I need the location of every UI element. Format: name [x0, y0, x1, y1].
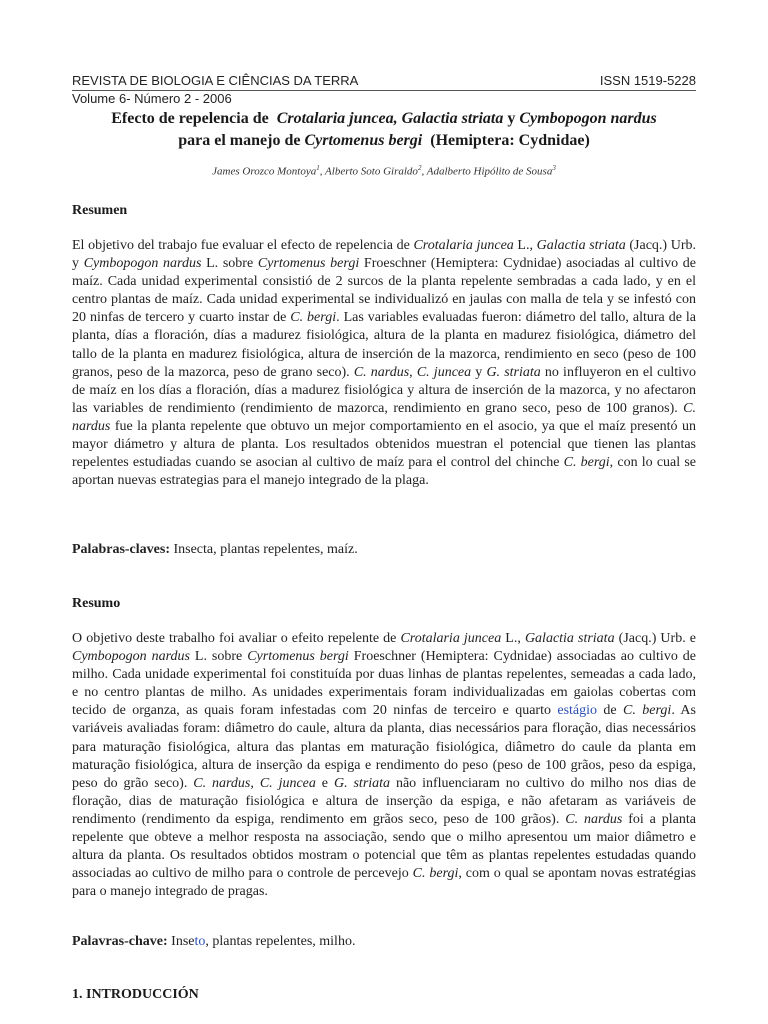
title-species: Cymbopogon nardus	[519, 110, 657, 127]
author-separator: ,	[319, 165, 326, 178]
keywords-label: Palavras-chave:	[72, 934, 168, 949]
journal-name: REVISTA DE BIOLOGIA E CIÊNCIAS DA TERRA	[72, 73, 359, 88]
species-name: C. juncea	[416, 364, 472, 380]
text-run: , com o qual se apontam novas estratégias para o manejo integrado de pragas.	[72, 866, 697, 900]
title-species: Crotalaria juncea, Galactia striata	[276, 110, 504, 127]
text-run: e	[315, 775, 334, 791]
text-run: . As variáveis avaliadas foram: diâmetro do caule, altura da planta, dias necessários para floração, dias necessários para maturação fisiológica, altura das plantas em maturação fisiológica, diâmetro do caule da planta em maturação fisiológica, altura de inserção da espiga e rendimento do peso (peso de 100 grãos, peso da espiga, peso do grão seco).	[72, 703, 696, 791]
keywords-label: Palabras-claves:	[72, 542, 170, 557]
article-title	[72, 108, 696, 152]
text-run: de	[597, 703, 624, 719]
introduccion-heading: 1. INTRODUCCIÓN	[72, 987, 199, 1002]
text-run: y	[471, 364, 487, 380]
species-name: Cyrtomenus bergi	[257, 256, 360, 272]
species-name: Galactia striata	[536, 238, 626, 253]
text-run: , con lo cual se aportan nuevas estrategias para el manejo integrado de la plaga.	[72, 455, 696, 489]
journal-issn: ISSN 1519-5228	[599, 73, 696, 88]
species-name: C. bergi	[563, 455, 610, 471]
text-run: foi a planta repelente que obteve a melhor resposta na associação, sendo que o milho apresentou um maior diâmetro e altura da planta. Os resultados obtidos mostram o potencial que têm as plantas repelentes estudadas quando associadas ao cultivo de milho para o controle de percevejo	[72, 811, 696, 882]
title-species: Cyrtomenus bergi	[304, 132, 423, 149]
species-name: Cyrtomenus bergi	[247, 649, 349, 665]
author-affiliation-mark: 2	[417, 164, 422, 172]
title-text: para el manejo de	[178, 132, 301, 149]
species-name: Crotalaria juncea	[400, 631, 502, 646]
species-name: C. juncea	[259, 775, 316, 791]
text-run: ,	[409, 364, 417, 380]
text-run: L.,	[513, 238, 537, 253]
species-name: Galactia striata	[524, 631, 615, 646]
author-name: Adalberto Hipólito de Sousa	[426, 165, 553, 178]
author-name: Alberto Soto Giraldo	[325, 165, 418, 178]
palavras-chave	[72, 934, 696, 950]
resumo-heading: Resumo	[72, 596, 121, 611]
text-run: (Jacq.) Urb. e	[614, 631, 696, 646]
species-name: C. bergi	[290, 310, 337, 326]
species-name: C. nardus	[193, 775, 251, 791]
species-name: Crotalaria juncea	[413, 238, 514, 253]
text-run: ,	[250, 775, 260, 791]
species-name: C. nardus	[353, 364, 410, 380]
keywords-text: Insecta, plantas repelentes, maíz.	[169, 542, 358, 557]
species-name: Cymbopogon nardus	[72, 649, 190, 665]
authors-line	[72, 164, 696, 178]
text-run: Froeschner (Hemiptera: Cydnidae) associadas ao cultivo de milho. Cada unidade experimental foi constituída por duas linhas de plantas repelentes, semeadas a cada lado, e no centro plantas de milho. As unidades experimentais foram individualizadas em gaiolas cobertas com tecido de organza, as quais foram infestadas com 20 ninfas de terceiro e quarto	[72, 649, 696, 719]
author-separator: ,	[421, 165, 427, 178]
keywords-text: Inse	[167, 934, 195, 949]
text-run: L.,	[501, 631, 525, 646]
text-run: (Jacq.) Urb. y	[72, 238, 696, 272]
title-text: (Hemiptera: Cydnidae)	[430, 132, 590, 149]
glossary-link[interactable]: estágio	[557, 703, 598, 719]
resumo-paragraph	[72, 630, 696, 901]
text-run: El objetivo del trabajo fue evaluar el efecto de repelencia de	[72, 238, 414, 253]
text-run: não influenciaram no cultivo do milho nos dias de floração, dias de maturação fisiológica e altura de inserção da espiga, e não afetaram as variáveis de rendimento (rendimento da espiga, rendimento em grãos seco, peso de 100 grãos).	[72, 775, 697, 827]
text-run: L. sobre	[189, 649, 248, 665]
journal-row	[72, 72, 696, 89]
keywords-text: , plantas repelentes, milho.	[205, 934, 356, 949]
species-name: C. nardus	[72, 400, 696, 434]
resumen-heading: Resumen	[72, 203, 128, 218]
species-name: C. nardus	[565, 811, 623, 827]
palabras-claves	[72, 542, 696, 558]
resumen-paragraph	[72, 237, 696, 490]
author-name: James Orozco Montoya	[212, 165, 317, 178]
text-run: no influyeron en el cultivo de maíz en los días a floración, días a madurez fisiológica y altura de inserción de la mazorca, y no afectaron las variables de rendimiento (rendimiento de mazorca, rendimiento en grano seco, peso de 100 granos).	[72, 364, 697, 416]
journal-volume: Volume 6- Número 2 - 2006	[72, 91, 232, 106]
text-run: O objetivo deste trabalho foi avaliar o efeito repelente de	[72, 631, 401, 646]
title-text: y	[507, 110, 516, 127]
text-run: fue la planta repelente que obtuvo un mejor comportamiento en el asocio, ya que el maíz presentó un mayor diámetro y altura de planta. Los resultados obtenidos muestran el potencial que tienen las plantas repelentes estudiadas cuando se asocian al cultivo de maíz para el control del chinche	[72, 418, 696, 471]
author-affiliation-mark: 1	[316, 164, 320, 172]
text-run: . Las variables evaluadas fueron: diámetro del tallo, altura de la planta, días a floración, días a madurez fisiológica, altura de la planta en madurez fisiológica, diámetro del tallo de la planta en madurez fisiológica, altura de inserción de la mazorca, rendimiento en seco (peso de 100 granos, peso de la mazorca, peso de grano seco).	[72, 310, 696, 380]
species-name: C. bergi	[623, 703, 672, 719]
text-run: Froeschner (Hemiptera: Cydnidae) asociadas al cultivo de maíz. Cada unidad experimental consistió de 2 surcos de la planta repelente sembradas a cada lado, y en el centro plantas de maíz. Cada unidad experimental se individualizó en jaulas con malla de tela y se infestó con 20 ninfas de tercero y cuarto instar de	[72, 256, 696, 326]
species-name: Cymbopogon nardus	[83, 256, 202, 272]
journal-header	[72, 72, 696, 107]
species-name: C. bergi	[412, 866, 459, 882]
text-run: L. sobre	[201, 256, 258, 272]
species-name: G. striata	[333, 775, 391, 791]
species-name: G. striata	[486, 364, 541, 380]
title-text: Efecto de repelencia de	[111, 110, 269, 127]
author-affiliation-mark: 3	[552, 164, 556, 172]
glossary-link[interactable]: to	[194, 934, 206, 949]
